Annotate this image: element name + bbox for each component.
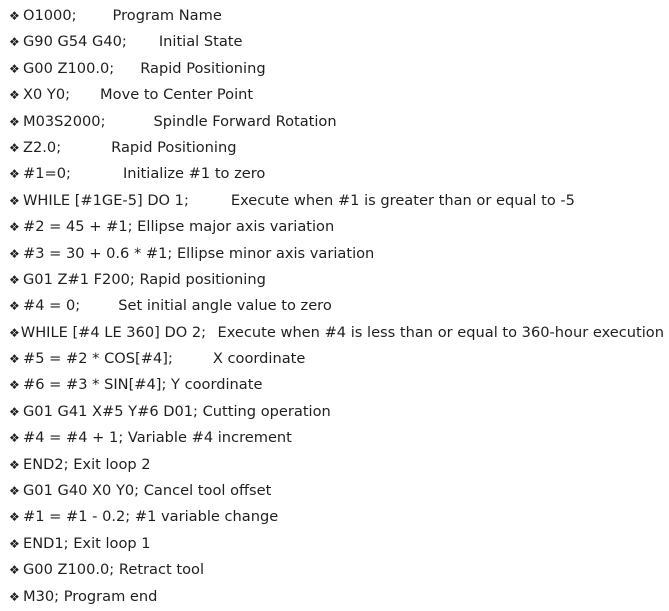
program-line xyxy=(9,478,664,504)
program-line xyxy=(9,161,664,187)
four-diamond-bullet-icon: ❖ xyxy=(9,220,20,235)
four-diamond-bullet-icon: ❖ xyxy=(9,167,20,182)
four-diamond-bullet-icon: ❖ xyxy=(9,61,20,76)
program-line-comment: Initial State xyxy=(158,33,243,51)
program-line xyxy=(9,3,664,29)
program-line-comment: Rapid Positioning xyxy=(140,59,266,77)
four-diamond-bullet-icon: ❖ xyxy=(9,563,20,578)
program-line-comment: Rapid Positioning xyxy=(111,138,237,156)
four-diamond-bullet-icon: ❖ xyxy=(9,140,20,155)
program-line-comment: Spindle Forward Rotation xyxy=(153,112,337,130)
program-line-code: M03S2000; xyxy=(23,112,106,130)
four-diamond-bullet-icon: ❖ xyxy=(9,272,20,287)
program-line-code: G01 G41 X#5 Y#6 D01; Cutting operation xyxy=(23,402,331,420)
four-diamond-bullet-icon: ❖ xyxy=(9,378,20,393)
program-line-comment: Program Name xyxy=(112,7,222,24)
program-line-code: G00 Z100.0; xyxy=(23,59,115,77)
four-diamond-bullet-icon: ❖ xyxy=(9,193,20,208)
four-diamond-bullet-icon: ❖ xyxy=(9,114,20,129)
program-line-comment: Move to Center Point xyxy=(100,86,254,104)
four-diamond-bullet-icon: ❖ xyxy=(9,457,20,472)
four-diamond-bullet-icon: ❖ xyxy=(9,589,20,604)
program-line-code: G01 G40 X0 Y0; Cancel tool offset xyxy=(23,482,272,500)
four-diamond-bullet-icon: ❖ xyxy=(9,9,20,23)
four-diamond-bullet-icon: ❖ xyxy=(9,404,20,419)
program-line xyxy=(9,399,664,425)
program-line xyxy=(9,214,664,240)
program-line xyxy=(9,293,664,319)
program-line-code: G01 Z#1 F200; Rapid positioning xyxy=(23,270,266,288)
program-line-code: END1; Exit loop 1 xyxy=(23,534,151,552)
program-line-code: #1 = #1 - 0.2; #1 variable change xyxy=(23,508,279,526)
program-line-code: WHILE [#1GE-5] DO 1; xyxy=(23,191,189,209)
four-diamond-bullet-icon: ❖ xyxy=(9,510,20,525)
four-diamond-bullet-icon: ❖ xyxy=(9,431,20,446)
program-line-comment: Set initial angle value to zero xyxy=(118,297,332,315)
program-line xyxy=(9,452,664,478)
program-line xyxy=(9,372,664,398)
program-line xyxy=(9,584,664,610)
program-line-code: #3 = 30 + 0.6 * #1; Ellipse minor axis variation xyxy=(23,244,375,262)
program-line-code: G90 G54 G40; xyxy=(23,33,127,51)
four-diamond-bullet-icon: ❖ xyxy=(9,88,20,103)
program-line-code: Z2.0; xyxy=(23,138,62,156)
program-line xyxy=(9,56,664,82)
program-line xyxy=(9,82,664,108)
program-line xyxy=(9,531,664,557)
program-line-code: END2; Exit loop 2 xyxy=(23,455,151,473)
program-line xyxy=(9,425,664,451)
program-line-code: X0 Y0; xyxy=(23,86,71,104)
program-line xyxy=(9,135,664,161)
program-line-code: #4 = 0; xyxy=(23,297,81,315)
four-diamond-bullet-icon: ❖ xyxy=(9,325,20,340)
program-line xyxy=(9,557,664,583)
program-line-comment: Initialize #1 to zero xyxy=(122,165,266,183)
program-line-code: G00 Z100.0; Retract tool xyxy=(23,561,204,579)
program-line-code: #5 = #2 * COS[#4]; xyxy=(23,350,173,368)
program-line-code: #4 = #4 + 1; Variable #4 increment xyxy=(23,429,292,447)
four-diamond-bullet-icon: ❖ xyxy=(9,299,20,314)
program-line-code: #2 = 45 + #1; Ellipse major axis variation xyxy=(23,218,335,236)
program-line xyxy=(9,29,664,55)
program-line xyxy=(9,188,664,214)
four-diamond-bullet-icon: ❖ xyxy=(9,536,20,551)
program-line xyxy=(9,320,664,346)
program-line-comment: Execute when #4 is less than or equal to 360-hour execution xyxy=(217,323,664,341)
program-line-comment: Execute when #1 is greater than or equal to -5 xyxy=(230,191,575,209)
four-diamond-bullet-icon: ❖ xyxy=(9,35,20,50)
four-diamond-bullet-icon: ❖ xyxy=(9,352,20,367)
program-line-code: #6 = #3 * SIN[#4]; Y coordinate xyxy=(23,376,263,394)
four-diamond-bullet-icon: ❖ xyxy=(9,246,20,261)
program-line xyxy=(9,267,664,293)
program-line xyxy=(9,109,664,135)
program-line-code: WHILE [#4 LE 360] DO 2; xyxy=(20,323,207,341)
program-line-comment: X coordinate xyxy=(212,350,306,368)
program-line xyxy=(9,241,664,267)
g-code-program-listing xyxy=(9,3,664,610)
program-line-code: M30; Program end xyxy=(23,587,158,605)
program-line-code: #1=0; xyxy=(23,165,71,183)
program-line-code: O1000; xyxy=(23,7,77,24)
program-line xyxy=(9,346,664,372)
program-line xyxy=(9,504,664,530)
four-diamond-bullet-icon: ❖ xyxy=(9,484,20,499)
